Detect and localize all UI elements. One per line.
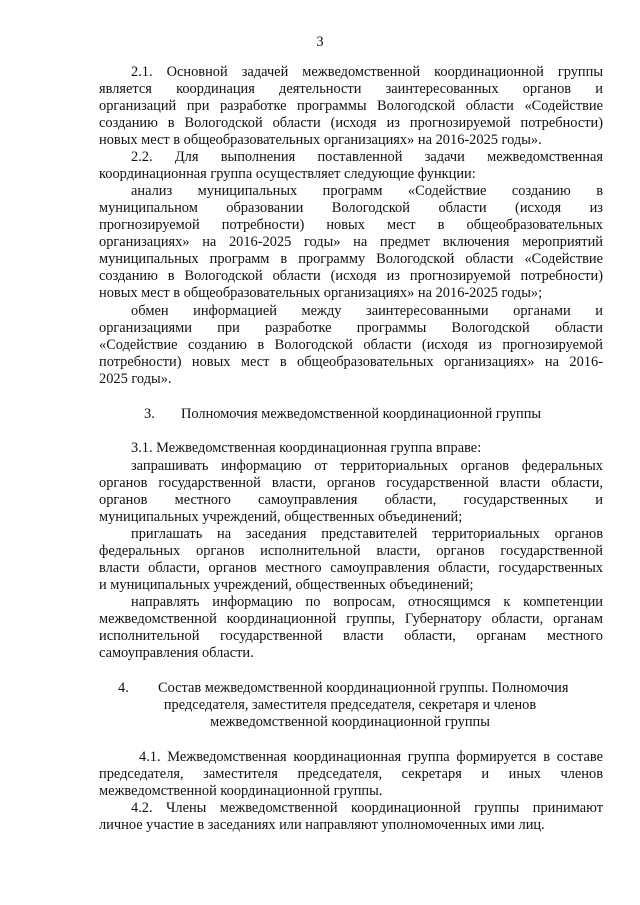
paragraph-2-1-line: 2.1. Основной задачей межведомственной координационной группы	[131, 64, 603, 80]
function-analysis-line: анализ муниципальных программ «Содействие созданию в	[131, 183, 603, 199]
function-exchange-line: 2025 годы».	[99, 371, 172, 387]
section-4-number: 4.	[118, 680, 129, 696]
function-exchange-line: потребности) новых мест в общеобразовательных организациях» на 2016-	[99, 354, 603, 370]
section-4-heading	[99, 680, 603, 697]
right-request-line: муниципальных учреждений, общественных объединений;	[99, 509, 463, 525]
right-invite-line: и муниципальных учреждений, общественных объединений;	[99, 577, 474, 593]
right-send-line: направлять информацию по вопросам, относящимся к компетенции	[131, 594, 603, 610]
function-exchange-line: «Содействие созданию в Вологодской области (исходя из прогнозируемой	[99, 337, 603, 353]
right-send-line: исполнительной государственной власти области, органам местного	[99, 628, 603, 644]
function-exchange-line: обмен информацией между заинтересованными органами и	[131, 303, 603, 319]
paragraph-4-1-line: 4.1. Межведомственная координационная группа формируется в составе	[139, 749, 603, 765]
section-4-title-line: председателя, заместителя председателя, секретаря и членов	[163, 697, 537, 713]
page-number: 3	[316, 34, 324, 50]
function-analysis-line: организациях» на 2016-2025 годы» на предмет включения мероприятий	[99, 234, 603, 250]
function-analysis-line: муниципальных программ в программу Вологодской области «Содействие	[99, 251, 603, 267]
paragraph-2-1-line: созданию в Вологодской области (исходя из прогнозируемой потребности)	[99, 115, 603, 131]
right-invite-line: федеральных органов исполнительной власти, органов государственной	[99, 543, 603, 559]
right-send-line: самоуправления области.	[99, 645, 254, 661]
paragraph-4-2-line: личное участие в заседаниях или направляют уполномоченных ими лиц.	[99, 817, 545, 833]
right-request-line: запрашивать информацию от территориальных органов федеральных	[131, 458, 603, 474]
paragraph-2-1-line: новых мест в общеобразовательных организациях» на 2016-2025 годы».	[99, 132, 542, 148]
function-analysis-line: прогнозируемой потребности) новых мест в общеобразовательных	[99, 217, 603, 233]
paragraph-4-1-line: межведомственной координационной группы.	[99, 783, 383, 799]
function-analysis-line: созданию в Вологодской области (исходя из прогнозируемой потребности)	[99, 268, 603, 284]
paragraph-2-2-line: 2.2. Для выполнения поставленной задачи межведомственная	[131, 149, 603, 165]
function-analysis-line: муниципальном образовании Вологодской области (исходя из	[99, 200, 603, 216]
function-exchange-line: организациями при разработке программы Вологодской области	[99, 320, 603, 336]
paragraph-2-1-line: является координация деятельности заинтересованных органов и	[99, 81, 603, 97]
right-send-line: межведомственной координационной группы, Губернатору области, органам	[99, 611, 603, 627]
paragraph-2-1-line: организаций при разработке программы Вологодской области «Содействие	[99, 98, 603, 114]
section-4-title-line: Состав межведомственной координационной группы. Полномочия	[158, 680, 569, 696]
right-request-line: органов местного самоуправления области, государственных и	[99, 492, 603, 508]
paragraph-2-2-line: координационная группа осуществляет следующие функции:	[99, 166, 476, 182]
right-invite-line: приглашать на заседания представителей территориальных органов	[131, 526, 603, 542]
paragraph-4-2-line: 4.2. Члены межведомственной координационной группы принимают	[131, 800, 603, 816]
paragraph-3-1: 3.1. Межведомственная координационная группа вправе:	[131, 440, 482, 456]
paragraph-4-1-line: председателя, заместителя председателя, секретаря и иных членов	[99, 766, 603, 782]
section-3-number: 3.	[144, 406, 155, 422]
right-request-line: органов государственной власти, органов государственной власти области,	[99, 475, 603, 491]
section-3-title: Полномочия межведомственной координационной группы	[181, 406, 542, 422]
right-invite-line: власти области, органов местного самоуправления области, государственных	[99, 560, 603, 576]
section-4-title-line: межведомственной координационной группы	[210, 714, 490, 730]
function-analysis-line: новых мест в общеобразовательных организациях» на 2016-2025 годы»;	[99, 285, 543, 301]
section-3-heading	[99, 406, 603, 423]
